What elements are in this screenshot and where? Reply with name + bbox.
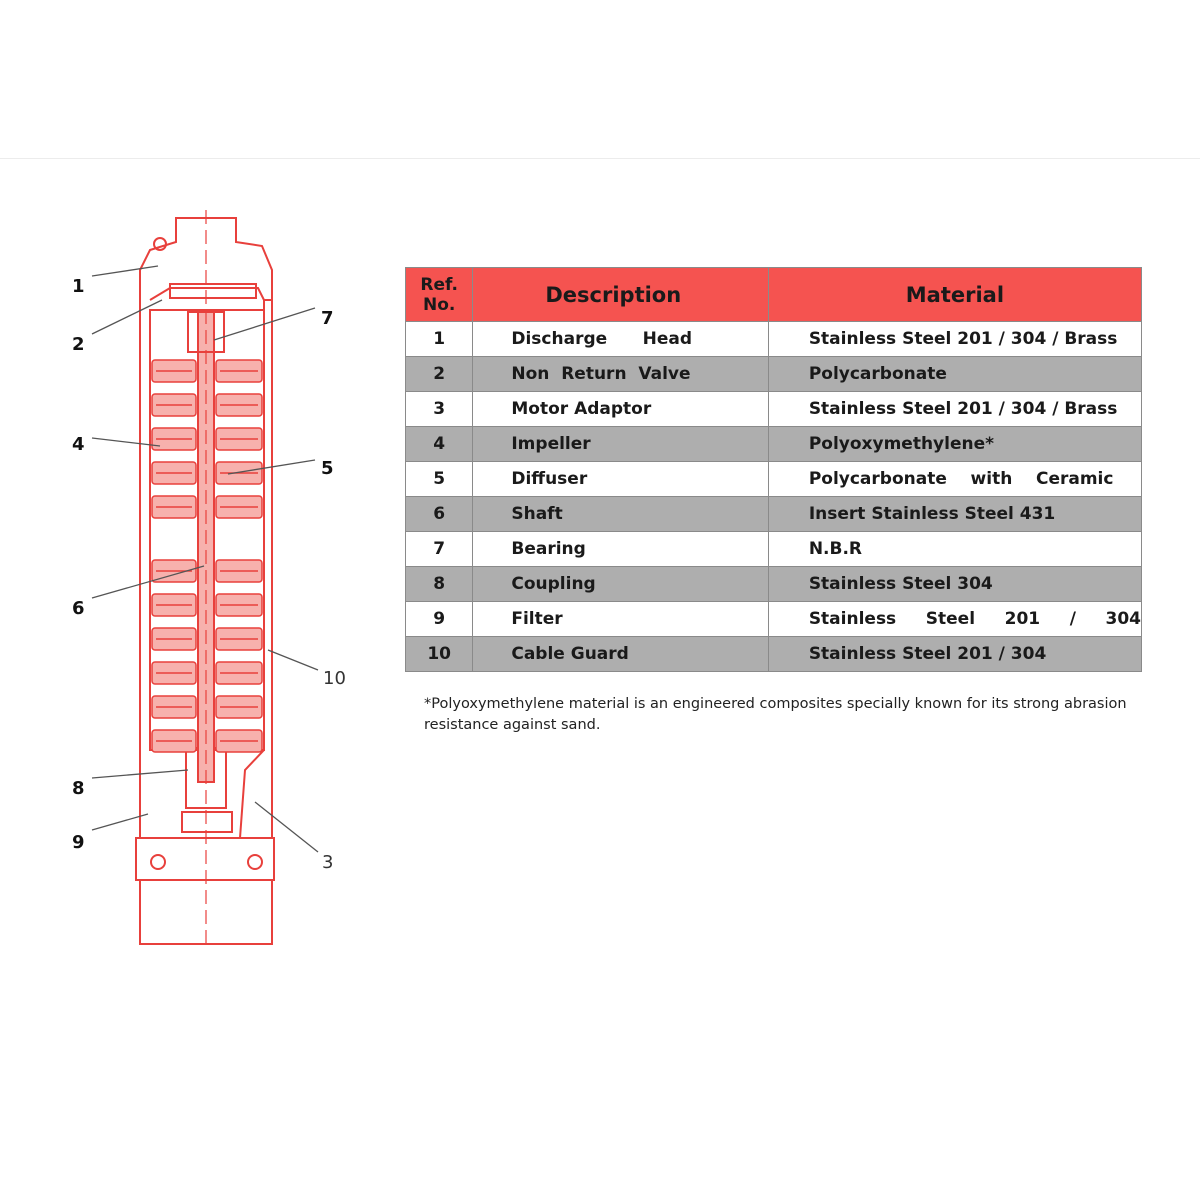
row-description: Discharge Head: [473, 322, 768, 357]
table-row: [406, 602, 1142, 637]
callout-7: 7: [321, 308, 334, 329]
row-ref: 9: [406, 602, 473, 637]
table-header-row: [406, 268, 1142, 322]
row-ref: 4: [406, 427, 473, 462]
table-row: [406, 462, 1142, 497]
row-ref: 2: [406, 357, 473, 392]
table-row: [406, 392, 1142, 427]
callout-8: 8: [72, 778, 85, 799]
callout-9: 9: [72, 832, 85, 853]
table-row: [406, 567, 1142, 602]
callout-1: 1: [72, 276, 85, 297]
row-material: Stainless Steel 201 / 304 / Brass: [768, 392, 1141, 427]
table-row: [406, 532, 1142, 567]
callout-6: 6: [72, 598, 85, 619]
table-row: [406, 322, 1142, 357]
row-material: Stainless Steel 201 / 304 / Brass: [768, 322, 1141, 357]
pump-cross-section-diagram: [0, 0, 400, 960]
table-row: [406, 427, 1142, 462]
parts-material-table: [405, 267, 1142, 672]
row-ref: 1: [406, 322, 473, 357]
row-description: Motor Adaptor: [473, 392, 768, 427]
callout-4: 4: [72, 434, 85, 455]
table-row: [406, 357, 1142, 392]
header-material: Material: [768, 268, 1141, 322]
header-ref-no: Ref. No.: [406, 268, 473, 322]
table-row: [406, 497, 1142, 532]
row-material: Insert Stainless Steel 431: [768, 497, 1141, 532]
row-description: Cable Guard: [473, 637, 768, 672]
row-material: Stainless Steel 201 / 304: [768, 637, 1141, 672]
row-ref: 3: [406, 392, 473, 427]
row-ref: 5: [406, 462, 473, 497]
row-ref: 10: [406, 637, 473, 672]
row-description: Non Return Valve: [473, 357, 768, 392]
table-row: [406, 637, 1142, 672]
row-description: Impeller: [473, 427, 768, 462]
footnote: *Polyoxymethylene material is an engineered composites specially known for its strong abrasion resistance against sand.: [424, 696, 1127, 733]
row-description: Shaft: [473, 497, 768, 532]
row-material: Polycarbonate with Ceramic: [768, 462, 1141, 497]
row-ref: 7: [406, 532, 473, 567]
motor-adaptor-base: [136, 838, 274, 880]
row-description: Diffuser: [473, 462, 768, 497]
row-ref: 6: [406, 497, 473, 532]
callout-5: 5: [321, 458, 334, 479]
row-material: Polycarbonate: [768, 357, 1141, 392]
row-ref: 8: [406, 567, 473, 602]
row-material: Polyoxymethylene*: [768, 427, 1141, 462]
row-material: Stainless Steel 304: [768, 567, 1141, 602]
row-description: Bearing: [473, 532, 768, 567]
row-material: N.B.R: [768, 532, 1141, 567]
header-description: Description: [473, 268, 768, 322]
row-description: Coupling: [473, 567, 768, 602]
callout-10: 10: [323, 668, 346, 689]
callout-2: 2: [72, 334, 85, 355]
discharge-bolt: [154, 238, 166, 250]
callout-3: 3: [322, 852, 334, 873]
row-material: Stainless Steel 201 / 304: [768, 602, 1141, 637]
row-description: Filter: [473, 602, 768, 637]
